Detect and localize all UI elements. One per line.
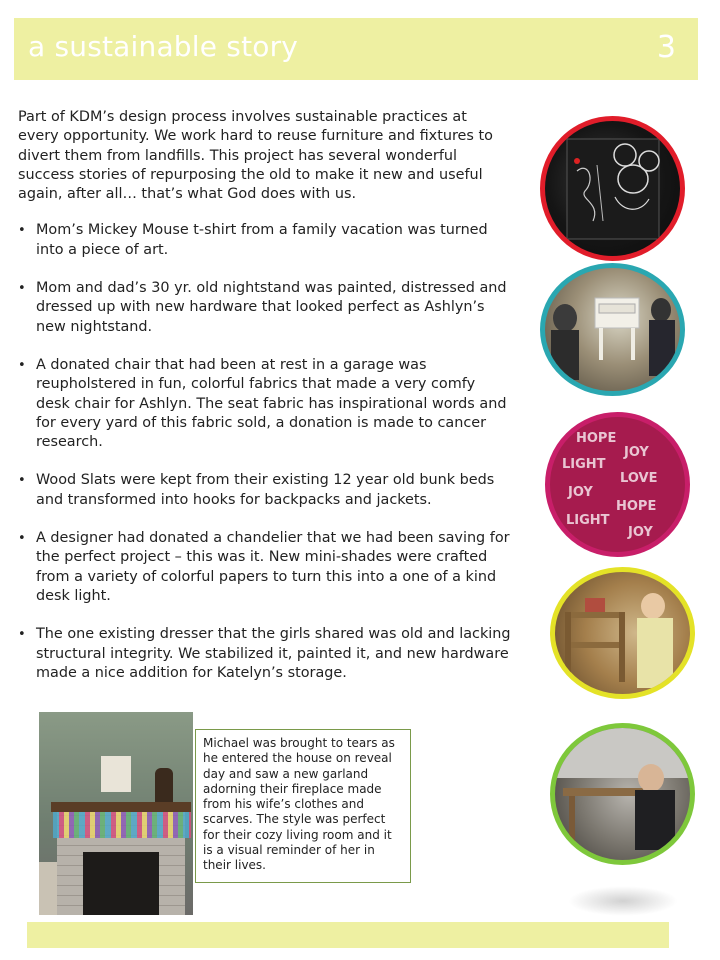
desk-light-icon xyxy=(555,728,690,860)
firebox xyxy=(83,852,159,915)
bullet-list xyxy=(18,221,512,683)
bullet-item: • Mom and dad’s 30 yr. old nightstand was painted, distressed and dressed up with new hardware that looked perfect as Ashlyn’s new nightstand. xyxy=(18,279,512,337)
bullet-item: • Wood Slats were kept from their existing 12 year old bunk beds and transformed into hooks for backpacks and jackets. xyxy=(18,471,512,510)
fabric-word: LOVE xyxy=(620,471,658,486)
fabric-word: LIGHT xyxy=(566,513,610,528)
fabric-garland xyxy=(53,812,191,838)
photo-caption-box: Michael was brought to tears as he entered the house on reveal day and saw a new garland adorning their fireplace made from his wife’s clothes and scarves. The style was perfect for their cozy living room and it is a visual reminder of her in their lives. xyxy=(195,729,411,883)
fabric-word: LIGHT xyxy=(562,457,606,472)
mickey-shirt-art-photo xyxy=(540,116,685,261)
wall-planter xyxy=(101,756,131,792)
body-text xyxy=(18,108,512,702)
fabric-word-pattern xyxy=(550,417,685,552)
mantel-clock xyxy=(155,768,173,802)
header-banner xyxy=(14,18,698,80)
fabric-word: HOPE xyxy=(576,431,617,446)
fabric-word: JOY xyxy=(568,485,593,500)
nightstand-photo xyxy=(540,263,685,396)
bullet-item: • A donated chair that had been at rest in a garage was reupholstered in fun, colorful fabrics that made a very comfy desk chair for Ashlyn. The seat fabric has inspirational words and for every yard of this fabric sold, a donation is made to cancer research. xyxy=(18,356,512,452)
fabric-word: HOPE xyxy=(616,499,657,514)
chandelier-desk-light-photo xyxy=(550,723,695,865)
bullet-item: • The one existing dresser that the girls shared was old and lacking structural integrity. We stabilized it, painted it, and new hardware made a nice addition for Katelyn’s storage. xyxy=(18,625,512,683)
inspirational-fabric-photo xyxy=(545,412,690,557)
mickey-sketch-icon xyxy=(545,121,680,256)
fabric-word: JOY xyxy=(624,445,649,460)
bunk-bed-slats-photo xyxy=(550,567,695,699)
mantel xyxy=(51,802,191,812)
bullet-item: • Mom’s Mickey Mouse t-shirt from a family vacation was turned into a piece of art. xyxy=(18,221,512,260)
nightstand-icon xyxy=(545,268,680,391)
footer-banner xyxy=(27,922,669,948)
circle-shadow xyxy=(568,886,678,916)
fabric-word: JOY xyxy=(628,525,653,540)
fireplace-garland-photo xyxy=(39,712,193,915)
intro-paragraph: Part of KDM’s design process involves sustainable practices at every opportunity. We work hard to reuse furniture and fixtures to divert them from landfills. This project has several wonderful success stories of repurposing the old to make it new and useful again, after all… that’s what God does with us. xyxy=(18,109,493,203)
bunk-bed-icon xyxy=(555,572,690,694)
chair xyxy=(39,862,57,915)
page-number: 3 xyxy=(656,30,676,65)
bullet-item: • A designer had donated a chandelier that we had been saving for the perfect project – this was it. New mini-shades were crafted from a variety of colorful papers to turn this into a one of a kind desk light. xyxy=(18,529,512,606)
page-title: a sustainable story xyxy=(28,30,299,63)
